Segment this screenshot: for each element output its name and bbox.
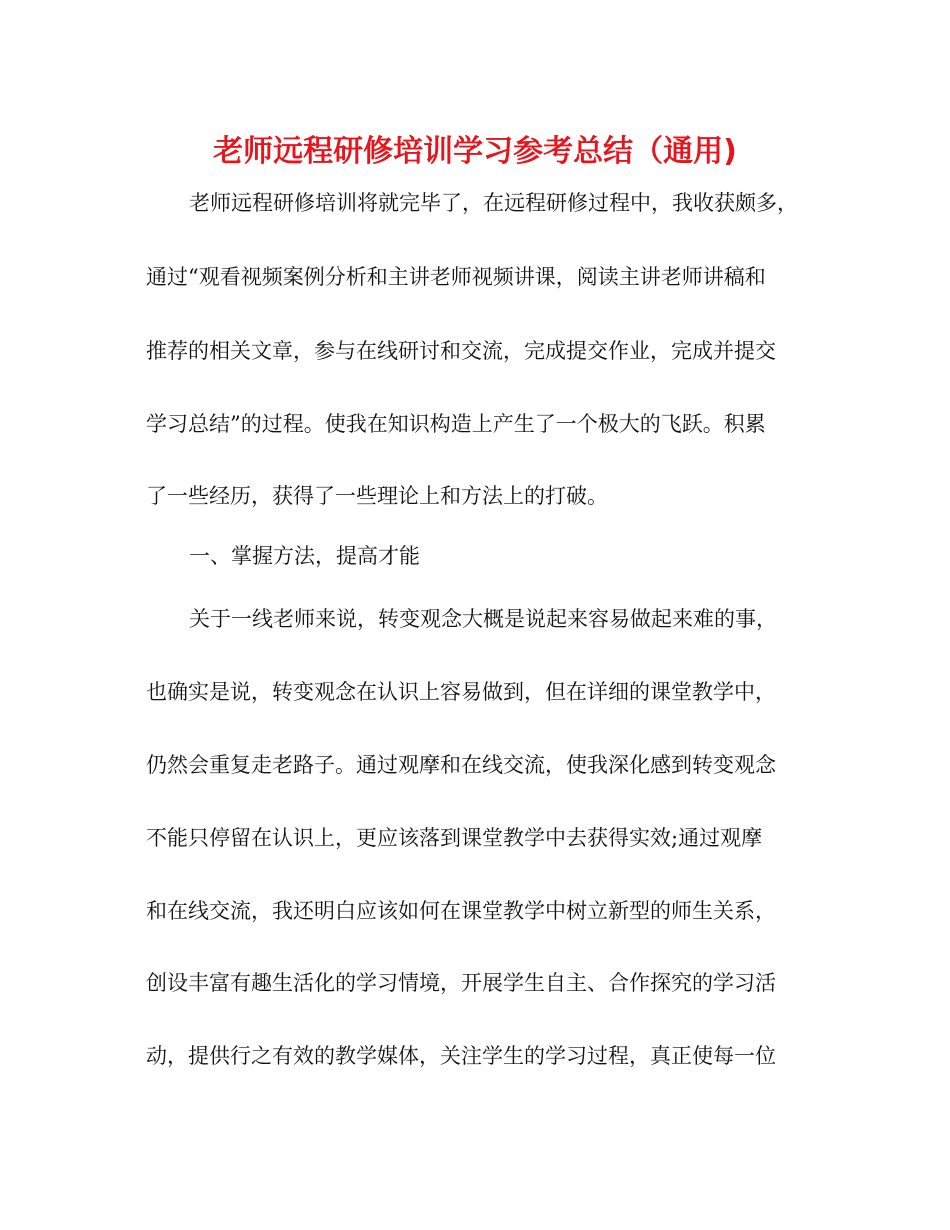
paragraph-line: 了一些经历，获得了一些理论上和方法上的打破。 xyxy=(146,484,608,508)
paragraph-line: 不能只停留在认识上，更应该落到课堂教学中去获得实效;通过观摩 xyxy=(146,826,763,850)
paragraph-line: 动，提供行之有效的教学媒体，关注学生的学习过程，真正使每一位 xyxy=(146,1044,776,1068)
paragraph-line: 推荐的相关文章，参与在线研讨和交流，完成提交作业，完成并提交 xyxy=(146,339,776,363)
paragraph-line: 仍然会重复走老路子。通过观摩和在线交流，使我深化感到转变观念 xyxy=(146,753,776,777)
paragraph-line: 关于一线老师来说，转变观念大概是说起来容易做起来难的事， xyxy=(189,607,777,631)
document-title: 老师远程研修培训学习参考总结（通用) xyxy=(213,134,737,169)
paragraph-line: 通过“观看视频案例分析和主讲老师视频讲课，阅读主讲老师讲稿和 xyxy=(146,265,766,289)
paragraph-line: 学习总结”的过程。使我在知识构造上产生了一个极大的飞跃。积累 xyxy=(146,412,766,436)
paragraph-line: 和在线交流，我还明白应该如何在课堂教学中树立新型的师生关系， xyxy=(146,899,776,923)
section-heading: 一、掌握方法，提高才能 xyxy=(189,544,420,568)
paragraph-line: 也确实是说，转变观念在认识上容易做到，但在详细的课堂教学中， xyxy=(146,680,776,704)
paragraph-line: 老师远程研修培训将就完毕了，在远程研修过程中，我收获颇多， xyxy=(189,191,798,215)
paragraph-line: 创设丰富有趣生活化的学习情境，开展学生自主、合作探究的学习活 xyxy=(146,971,776,995)
